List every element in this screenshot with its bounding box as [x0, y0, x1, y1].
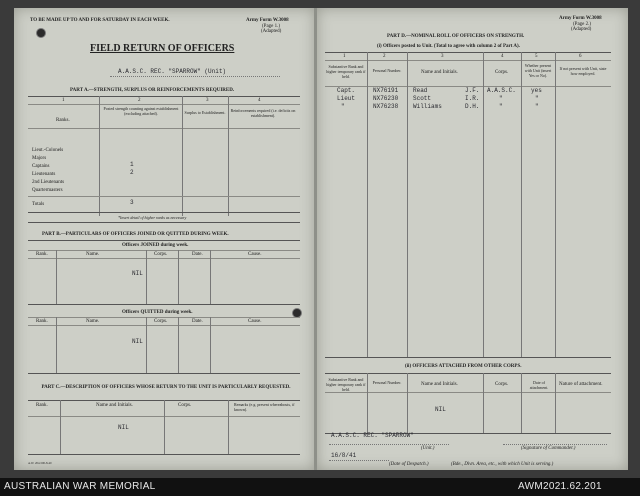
- rank-label: Lieut.-Colonels: [32, 148, 64, 153]
- column-number: 4: [258, 98, 261, 103]
- rule: [56, 317, 57, 373]
- attached-nil: NIL: [435, 406, 446, 413]
- rank-label: Quartermasters: [32, 188, 63, 193]
- col-header-present: Whether present with Unit (insert Yes or No).: [524, 63, 552, 78]
- archive-footer: [0, 478, 640, 496]
- signature-label: (Signature of Commander.): [521, 446, 576, 451]
- rule: [28, 258, 300, 259]
- rule: [483, 52, 484, 357]
- part-a-heading: PART A.—STRENGTH, SURPLUS OR REINFORCEMENTS REQUIRED.: [70, 88, 235, 93]
- col-header-name: Name and Initials.: [421, 70, 458, 75]
- column-header: Corps.: [154, 319, 168, 324]
- column-header: Corps.: [178, 403, 192, 408]
- rule: [367, 373, 368, 433]
- rule: [28, 317, 300, 318]
- rule: [367, 52, 368, 357]
- rank-label: Captains: [32, 164, 50, 169]
- joined-nil: NIL: [132, 270, 143, 277]
- col-header-corps: Corps.: [495, 70, 509, 75]
- column-header: Date.: [192, 319, 203, 324]
- col-header-rank: Substantive Rank and higher temporary rank if held.: [326, 64, 366, 79]
- roll-number: NX76191: [373, 87, 399, 94]
- part-c-nil: NIL: [118, 424, 129, 431]
- adapted-note: (Adapted): [571, 27, 592, 32]
- col-header-number: Personal Number.: [372, 380, 402, 385]
- rank-label: Majors: [32, 156, 47, 161]
- rule: [28, 325, 300, 326]
- column-header: Name and Initials.: [96, 403, 133, 408]
- column-header: Corps.: [154, 252, 168, 257]
- signature-line: [503, 444, 607, 445]
- rank-label: Lieutenants: [32, 172, 56, 177]
- column-header: Rank.: [36, 252, 48, 257]
- roll-initials: J.F.: [465, 87, 480, 94]
- rank-label: Totals: [32, 202, 45, 207]
- rule: [521, 373, 522, 433]
- column-header: Rank.: [36, 403, 48, 408]
- roll-corps: ": [499, 95, 503, 102]
- left-page: [14, 8, 315, 470]
- quitted-heading: Officers QUITTED during week.: [122, 310, 193, 315]
- column-header: Date.: [192, 252, 203, 257]
- rule: [555, 373, 556, 433]
- part-d-heading: PART D.—NOMINAL ROLL OF OFFICERS ON STRENGTH.: [387, 34, 525, 39]
- despatch-date: 16/8/41: [331, 452, 357, 459]
- col-header-rank: Substantive Rank and higher temporary rank if held.: [326, 377, 366, 392]
- unit-name: A.A.S.C. REC. "SPARROW" (Unit): [118, 68, 227, 75]
- unit-underline: [110, 76, 280, 77]
- rule: [28, 196, 300, 197]
- bde-label: (Bde., Divn. Area, etc., with which Unit is serving.): [451, 462, 554, 467]
- rule: [182, 96, 183, 216]
- officers-posted-heading: (i) Officers posted to Unit. (Total to agree with column 2 of Part A).: [377, 44, 520, 49]
- rule: [60, 400, 61, 454]
- column-number: 2: [383, 54, 386, 59]
- column-header: Cause.: [248, 252, 262, 257]
- roll-present: ": [535, 95, 539, 102]
- unit-line: A.A.S.C. REC. "SPARROW": [331, 432, 414, 439]
- rule: [146, 317, 147, 373]
- rule: [483, 373, 484, 433]
- posted-value: 1: [130, 161, 134, 168]
- column-header: Rank.: [36, 319, 48, 324]
- adapted-note: (Adapted): [261, 29, 282, 34]
- quitted-nil: NIL: [132, 338, 143, 345]
- rule: [56, 250, 57, 304]
- rule: [28, 128, 300, 129]
- column-number: 1: [62, 98, 65, 103]
- part-c-heading: PART C.—DESCRIPTION OF OFFICERS WHOSE RETURN TO THE UNIT IS PARTICULARLY REQUESTED.: [41, 385, 291, 390]
- form-number: Army Form W.3008: [559, 16, 602, 21]
- rule: [28, 240, 300, 241]
- header-note: TO BE MADE UP TO AND FOR SATURDAY IN EACH WEEK.: [30, 18, 170, 23]
- footnote: *Insert detail of higher ranks as necessary: [118, 215, 187, 220]
- archive-name: AUSTRALIAN WAR MEMORIAL: [4, 481, 156, 492]
- col-header-name: Name and Initials.: [421, 382, 458, 387]
- print-note: A.W. 204-500-8-40: [28, 461, 52, 465]
- col-header-ranks: Ranks.: [56, 118, 70, 123]
- punch-hole: [36, 28, 46, 38]
- rule: [555, 52, 556, 357]
- joined-heading: Officers JOINED during week.: [122, 243, 189, 248]
- date-underline: [329, 460, 389, 461]
- posted-value: 2: [130, 169, 134, 176]
- rule: [28, 454, 300, 455]
- rule: [28, 250, 300, 251]
- column-number: 3: [206, 98, 209, 103]
- rule: [325, 357, 611, 358]
- right-page: [317, 8, 628, 470]
- rule: [228, 96, 229, 216]
- roll-name: Scott: [413, 95, 432, 102]
- roll-present: ": [535, 103, 539, 110]
- rule: [28, 222, 300, 223]
- rule: [210, 250, 211, 304]
- date-label: (Date of Despatch.): [389, 462, 429, 467]
- col-header-corps: Corps.: [495, 382, 509, 387]
- col-header-nature: Nature of attachment.: [559, 382, 603, 387]
- column-header: Cause.: [248, 319, 262, 324]
- column-number: 2: [138, 98, 141, 103]
- col-header-surplus: Surplus to Establishment.: [184, 110, 226, 115]
- col-header-posted: Posted strength counting against establishment (excluding attached).: [103, 106, 179, 116]
- col-header-employed: If not present with Unit, state how employed.: [559, 66, 607, 76]
- unit-underline: [329, 444, 449, 445]
- roll-number: NX76230: [373, 95, 399, 102]
- attached-heading: (ii) OFFICERS ATTACHED FROM OTHER CORPS.: [405, 364, 522, 369]
- rule: [146, 250, 147, 304]
- col-header-date: Date of attachment.: [529, 380, 549, 390]
- rule: [28, 373, 300, 374]
- accession-number: AWM2021.62.201: [518, 481, 602, 492]
- page-number: (Page 1.): [262, 24, 281, 29]
- roll-name: Read: [413, 87, 428, 94]
- column-number: 6: [579, 54, 582, 59]
- col-header-number: Personal Number.: [372, 68, 402, 73]
- roll-number: NX76238: [373, 103, 399, 110]
- roll-name: Williams: [413, 103, 442, 110]
- page-number: (Page 2.): [573, 22, 592, 27]
- unit-label: (Unit.): [421, 446, 435, 451]
- roll-corps: A.A.S.C.: [487, 87, 516, 94]
- rule: [407, 373, 408, 433]
- column-number: 5: [535, 54, 538, 59]
- rule: [28, 304, 300, 305]
- rule: [164, 400, 165, 454]
- rule: [521, 52, 522, 357]
- rule: [28, 96, 300, 97]
- rule: [178, 250, 179, 304]
- roll-rank: Capt.: [337, 87, 356, 94]
- roll-present: yes: [531, 87, 542, 94]
- column-number: 1: [343, 54, 346, 59]
- rule: [210, 317, 211, 373]
- rank-label: 2nd Lieutenants: [32, 180, 65, 185]
- roll-rank: Lieut: [337, 95, 356, 102]
- posted-value: 3: [130, 199, 134, 206]
- rule: [99, 96, 100, 216]
- col-header-reinforcements: Reinforcements required (i.e. deficits on establishment).: [230, 108, 296, 118]
- page-title: FIELD RETURN OF OFFICERS: [90, 43, 235, 54]
- column-number: 4: [501, 54, 504, 59]
- roll-initials: I.R.: [465, 95, 480, 102]
- form-number: Army Form W.3008: [246, 18, 289, 23]
- roll-rank: ": [341, 103, 345, 110]
- rule: [228, 400, 229, 454]
- column-header: Remarks (e.g. present whereabouts, if known).: [234, 402, 295, 412]
- part-b-heading: PART B.—PARTICULARS OF OFFICERS JOINED OR QUITTED DURING WEEK.: [42, 232, 229, 237]
- rule: [28, 212, 300, 213]
- column-number: 3: [441, 54, 444, 59]
- roll-initials: D.H.: [465, 103, 480, 110]
- rule: [178, 317, 179, 373]
- rule: [407, 52, 408, 357]
- roll-corps: ": [499, 103, 503, 110]
- rule: [28, 104, 300, 105]
- column-header: Name.: [86, 252, 100, 257]
- column-header: Name.: [86, 319, 100, 324]
